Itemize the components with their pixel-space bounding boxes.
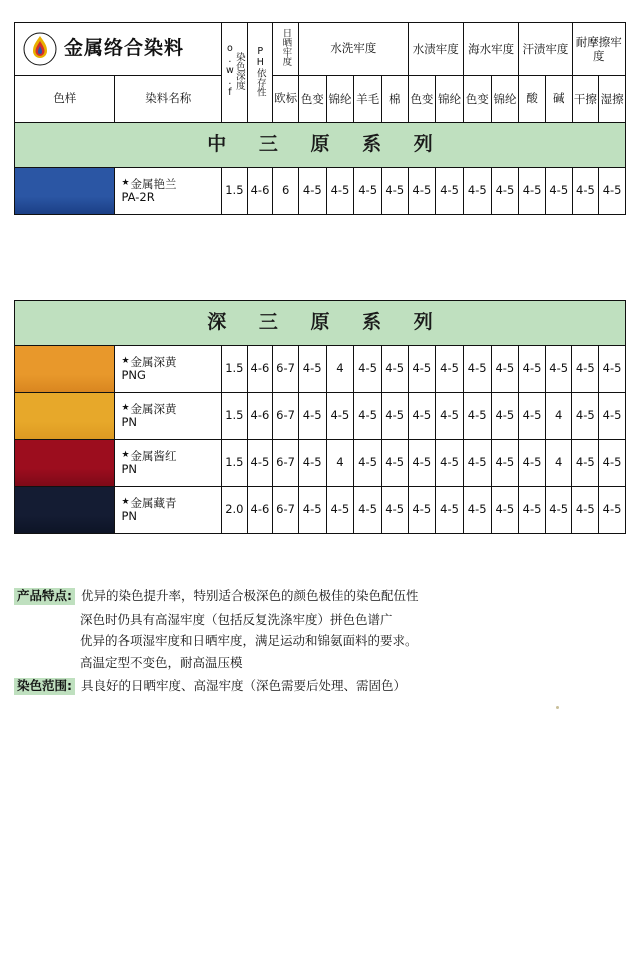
cell-wash-cotton: 4-5 [381, 440, 408, 487]
cell-water-nylon: 4-5 [436, 487, 464, 534]
cell-wash-cotton: 4-5 [381, 168, 408, 215]
cell-ph: 4-6 [247, 346, 273, 393]
cell-ph: 4-6 [247, 393, 273, 440]
header-wash-change: 色变 [298, 76, 326, 123]
star-icon: ★ [121, 496, 130, 507]
brand-title: 金属络合染料 [64, 37, 185, 60]
cell-depth: 1.5 [222, 346, 248, 393]
range-label: 染色范围: [14, 678, 75, 695]
cell-sea-change: 4-5 [463, 440, 491, 487]
dye-name-cell [115, 346, 222, 393]
cell-sweat-acid: 4-5 [519, 440, 546, 487]
cell-sea-change: 4-5 [463, 393, 491, 440]
cell-wash-wool: 4-5 [354, 393, 382, 440]
cell-water-change: 4-5 [408, 346, 436, 393]
cell-rub-dry: 4-5 [572, 168, 599, 215]
cell-depth: 1.5 [222, 393, 248, 440]
cell-wash-nylon: 4-5 [326, 393, 354, 440]
star-icon: ★ [121, 177, 130, 188]
color-swatch [15, 168, 115, 215]
color-swatch [15, 440, 115, 487]
cell-light: 6 [273, 168, 299, 215]
cell-sea-nylon: 4-5 [491, 440, 519, 487]
range-row [14, 678, 626, 695]
star-icon: ★ [121, 402, 130, 413]
cell-water-change: 4-5 [408, 168, 436, 215]
cell-sea-nylon: 4-5 [491, 168, 519, 215]
features-line-2: 深色时仍具有高湿牢度（包括反复洗涤牢度）拼色色谱广 [80, 611, 393, 627]
cell-sweat-alkali: 4 [545, 393, 572, 440]
features-row [14, 588, 626, 605]
dye-name-line1: 金属艳兰 [130, 176, 177, 191]
table-row [15, 168, 626, 215]
cell-wash-cotton: 4-5 [381, 346, 408, 393]
range-text: 具良好的日晒牢度、高湿牢度（深色需要后处理、需固色） [81, 678, 407, 693]
features-line-4: 高温定型不变色，耐高温压模 [80, 654, 243, 670]
cell-wash-nylon: 4-5 [326, 168, 354, 215]
cell-water-nylon: 4-5 [436, 346, 464, 393]
header-group-rub: 耐摩擦牢度 [572, 23, 625, 76]
header-wash-nylon: 锦纶 [326, 76, 354, 123]
dye-name-line2: PN [121, 462, 137, 476]
header-sweat-alkali: 碱 [545, 76, 572, 123]
dye-name-cell [115, 393, 222, 440]
cell-sea-change: 4-5 [463, 346, 491, 393]
cell-rub-dry: 4-5 [572, 440, 599, 487]
cell-wash-wool: 4-5 [354, 346, 382, 393]
cell-sweat-acid: 4-5 [519, 487, 546, 534]
dye-name-line1: 金属深黄 [130, 354, 177, 369]
features-label: 产品特点: [14, 588, 75, 605]
cell-rub-wet: 4-5 [599, 393, 626, 440]
flame-logo-icon [23, 32, 57, 66]
header-light-standard: 欧标 [273, 76, 299, 123]
cell-rub-dry: 4-5 [572, 346, 599, 393]
cell-sea-nylon: 4-5 [491, 346, 519, 393]
header-group-water: 水渍牢度 [408, 23, 463, 76]
cell-rub-wet: 4-5 [599, 346, 626, 393]
table-row [15, 440, 626, 487]
cell-depth: 1.5 [222, 440, 248, 487]
dye-name-line2: PN [121, 415, 137, 429]
cell-water-change: 4-5 [408, 487, 436, 534]
header-dye-name: 染料名称 [115, 76, 222, 123]
cell-rub-wet: 4-5 [599, 487, 626, 534]
dye-name-cell [115, 168, 222, 215]
dye-name-line2: PNG [121, 368, 146, 382]
cell-sweat-alkali: 4-5 [545, 346, 572, 393]
cell-light: 6-7 [273, 487, 299, 534]
cell-ph: 4-5 [247, 440, 273, 487]
cell-sea-change: 4-5 [463, 168, 491, 215]
cell-wash-wool: 4-5 [354, 487, 382, 534]
cell-rub-wet: 4-5 [599, 440, 626, 487]
header-wash-wool: 羊毛 [354, 76, 382, 123]
cell-ph: 4-6 [247, 168, 273, 215]
cell-wash-wool: 4-5 [354, 168, 382, 215]
dye-name-line1: 金属深黄 [130, 401, 177, 416]
cell-water-nylon: 4-5 [436, 393, 464, 440]
series-banner-2: 深 三 原 系 列 [15, 301, 626, 346]
cell-sea-nylon: 4-5 [491, 487, 519, 534]
cell-ph: 4-6 [247, 487, 273, 534]
cell-water-nylon: 4-5 [436, 168, 464, 215]
header-sea-nylon: 锦纶 [491, 76, 519, 123]
cell-rub-wet: 4-5 [599, 168, 626, 215]
header-row-bottom [15, 76, 626, 123]
dye-name-line1: 金属酱红 [130, 448, 177, 463]
header-group-wash: 水洗牢度 [298, 23, 408, 76]
features-line-3: 优异的各项湿牢度和日晒牢度，满足运动和锦氨面料的要求。 [80, 633, 418, 648]
notes-block [14, 588, 626, 704]
header-rub-dry: 干擦 [572, 76, 599, 123]
cell-depth: 1.5 [222, 168, 248, 215]
cell-sweat-alkali: 4 [545, 440, 572, 487]
cell-rub-dry: 4-5 [572, 487, 599, 534]
header-rub-wet: 湿擦 [599, 76, 626, 123]
cell-wash-cotton: 4-5 [381, 393, 408, 440]
cell-wash-nylon: 4-5 [326, 487, 354, 534]
cell-wash-wool: 4-5 [354, 440, 382, 487]
cell-depth: 2.0 [222, 487, 248, 534]
cell-light: 6-7 [273, 440, 299, 487]
header-color-sample: 色样 [15, 76, 115, 123]
header-depth: 染色深度 o.w.f [222, 23, 248, 123]
cell-wash-cotton: 4-5 [381, 487, 408, 534]
paper-speck [556, 706, 559, 709]
cell-light: 6-7 [273, 346, 299, 393]
cell-sweat-acid: 4-5 [519, 393, 546, 440]
cell-wash-change: 4-5 [298, 487, 326, 534]
header-sea-change: 色变 [463, 76, 491, 123]
cell-wash-change: 4-5 [298, 440, 326, 487]
color-swatch [15, 346, 115, 393]
cell-sea-change: 4-5 [463, 487, 491, 534]
dye-name-line2: PA-2R [121, 190, 155, 204]
cell-wash-change: 4-5 [298, 346, 326, 393]
dye-name-cell [115, 440, 222, 487]
cell-sweat-alkali: 4-5 [545, 168, 572, 215]
color-swatch [15, 487, 115, 534]
header-row-top [15, 23, 626, 76]
cell-wash-change: 4-5 [298, 168, 326, 215]
color-swatch [15, 393, 115, 440]
header-group-sweat: 汗渍牢度 [519, 23, 572, 76]
cell-wash-nylon: 4 [326, 440, 354, 487]
cell-sweat-acid: 4-5 [519, 168, 546, 215]
header-ph: PH依存性 [247, 23, 273, 123]
cell-light: 6-7 [273, 393, 299, 440]
header-group-sea: 海水牢度 [463, 23, 518, 76]
cell-wash-nylon: 4 [326, 346, 354, 393]
cell-sweat-alkali: 4-5 [545, 487, 572, 534]
table-row [15, 346, 626, 393]
features-line-1: 优异的染色提升率，特别适合极深色的颜色极佳的染色配伍性 [81, 588, 419, 603]
header-wash-cotton: 棉 [381, 76, 408, 123]
cell-water-change: 4-5 [408, 393, 436, 440]
header-light-fastness: 日晒牢度 [273, 23, 299, 76]
table-row [15, 393, 626, 440]
series-banner-1: 中 三 原 系 列 [15, 123, 626, 168]
cell-water-change: 4-5 [408, 440, 436, 487]
cell-rub-dry: 4-5 [572, 393, 599, 440]
header-water-nylon: 锦纶 [436, 76, 464, 123]
table-row [15, 487, 626, 534]
header-water-change: 色变 [408, 76, 436, 123]
dye-name-line1: 金属藏青 [130, 495, 177, 510]
star-icon: ★ [121, 449, 130, 460]
brand-cell [15, 23, 222, 76]
cell-water-nylon: 4-5 [436, 440, 464, 487]
fastness-table-section-1 [14, 22, 626, 215]
dye-name-cell [115, 487, 222, 534]
dye-name-line2: PN [121, 509, 137, 523]
cell-sweat-acid: 4-5 [519, 346, 546, 393]
cell-sea-nylon: 4-5 [491, 393, 519, 440]
fastness-table-section-2 [14, 300, 626, 534]
cell-wash-change: 4-5 [298, 393, 326, 440]
star-icon: ★ [121, 355, 130, 366]
header-sweat-acid: 酸 [519, 76, 546, 123]
